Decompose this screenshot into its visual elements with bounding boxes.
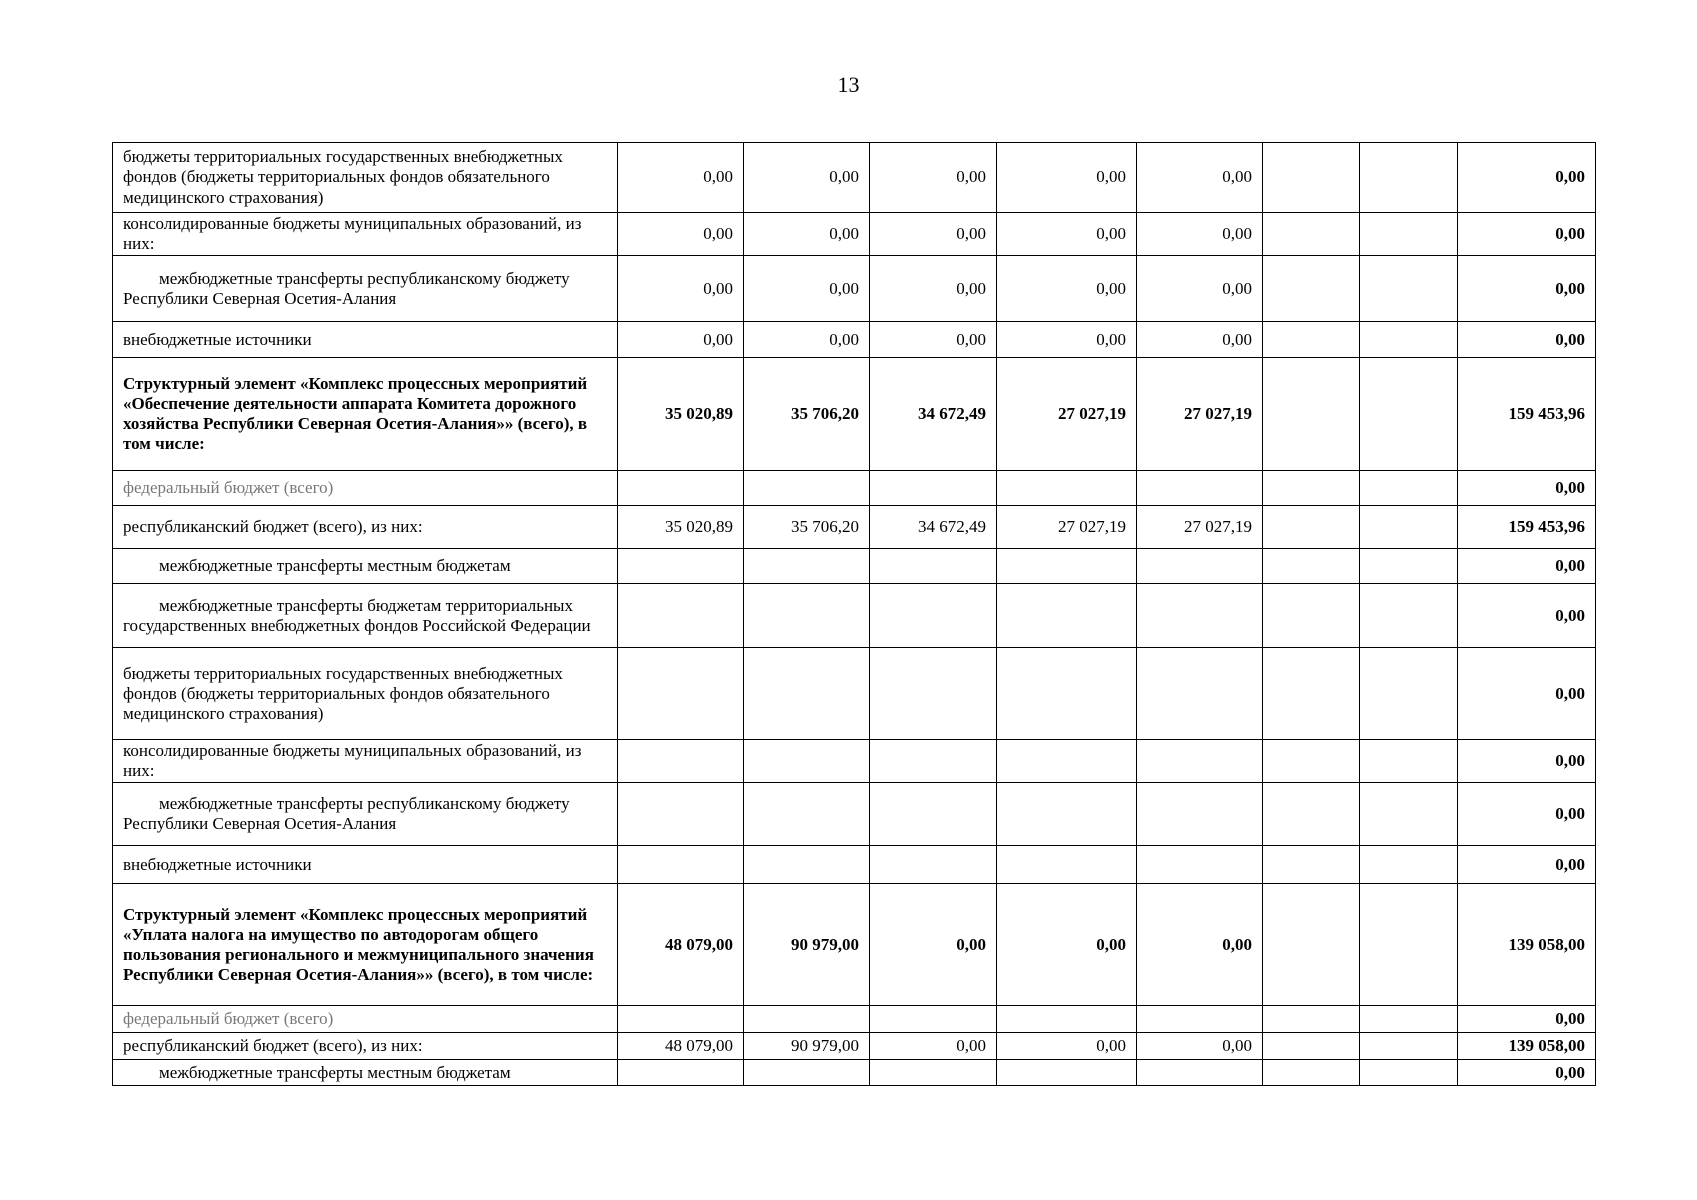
- value-cell-col-4: [997, 584, 1137, 648]
- total-cell: 139 058,00: [1458, 1033, 1596, 1060]
- value-cell-col-2: [744, 740, 870, 783]
- value-cell-col-6: [1263, 740, 1360, 783]
- value-cell-col-4: 0,00: [997, 143, 1137, 213]
- value-cell-col-2: [744, 1060, 870, 1086]
- value-cell-col-3: 0,00: [870, 256, 997, 322]
- value-cell-col-2: 0,00: [744, 213, 870, 256]
- total-cell: 0,00: [1458, 846, 1596, 884]
- value-cell-col-2: [744, 846, 870, 884]
- table-row: [113, 213, 1596, 256]
- value-cell-col-7: [1360, 358, 1458, 471]
- table-row: [113, 846, 1596, 884]
- value-cell-col-2: 90 979,00: [744, 1033, 870, 1060]
- value-cell-col-1: 0,00: [618, 256, 744, 322]
- value-cell-col-1: [618, 1006, 744, 1033]
- value-cell-col-7: [1360, 1006, 1458, 1033]
- value-cell-col-1: 0,00: [618, 143, 744, 213]
- row-label: Структурный элемент «Комплекс процессных мероприятий «Уплата налога на имущество по автодорогам общего пользования регионального и межмуниципального значения Республики Северная Осетия-Алания»» (всего), в том числе:: [113, 884, 618, 1006]
- value-cell-col-1: 48 079,00: [618, 1033, 744, 1060]
- value-cell-col-3: [870, 740, 997, 783]
- value-cell-col-7: [1360, 846, 1458, 884]
- total-cell: 0,00: [1458, 1060, 1596, 1086]
- row-label: внебюджетные источники: [113, 322, 618, 358]
- value-cell-col-7: [1360, 471, 1458, 506]
- value-cell-col-7: [1360, 1033, 1458, 1060]
- table-row: [113, 1006, 1596, 1033]
- value-cell-col-6: [1263, 584, 1360, 648]
- total-cell: 0,00: [1458, 471, 1596, 506]
- row-label: федеральный бюджет (всего): [113, 471, 618, 506]
- value-cell-col-6: [1263, 648, 1360, 740]
- value-cell-col-5: [1137, 783, 1263, 846]
- total-cell: 0,00: [1458, 256, 1596, 322]
- value-cell-col-2: [744, 471, 870, 506]
- total-cell: 0,00: [1458, 143, 1596, 213]
- row-label: межбюджетные трансферты бюджетам территориальных государственных внебюджетных фондов Российской Федерации: [113, 584, 618, 648]
- value-cell-col-7: [1360, 256, 1458, 322]
- total-cell: 0,00: [1458, 584, 1596, 648]
- value-cell-col-6: [1263, 256, 1360, 322]
- row-label: республиканский бюджет (всего), из них:: [113, 506, 618, 549]
- value-cell-col-1: [618, 584, 744, 648]
- value-cell-col-2: 0,00: [744, 256, 870, 322]
- value-cell-col-1: 35 020,89: [618, 358, 744, 471]
- total-cell: 139 058,00: [1458, 884, 1596, 1006]
- row-label: межбюджетные трансферты местным бюджетам: [113, 1060, 618, 1086]
- value-cell-col-3: 0,00: [870, 143, 997, 213]
- value-cell-col-7: [1360, 783, 1458, 846]
- value-cell-col-4: 0,00: [997, 1033, 1137, 1060]
- value-cell-col-5: 0,00: [1137, 213, 1263, 256]
- value-cell-col-6: [1263, 358, 1360, 471]
- value-cell-col-1: [618, 846, 744, 884]
- value-cell-col-6: [1263, 143, 1360, 213]
- value-cell-col-6: [1263, 846, 1360, 884]
- value-cell-col-3: [870, 648, 997, 740]
- value-cell-col-1: [618, 471, 744, 506]
- total-cell: 0,00: [1458, 740, 1596, 783]
- value-cell-col-4: [997, 471, 1137, 506]
- value-cell-col-6: [1263, 1006, 1360, 1033]
- value-cell-col-4: [997, 1060, 1137, 1086]
- table-row: [113, 740, 1596, 783]
- table-row: [113, 1033, 1596, 1060]
- row-label: межбюджетные трансферты республиканскому бюджету Республики Северная Осетия-Алания: [113, 256, 618, 322]
- table-row: [113, 256, 1596, 322]
- row-label: межбюджетные трансферты местным бюджетам: [113, 549, 618, 584]
- value-cell-col-6: [1263, 1033, 1360, 1060]
- value-cell-col-6: [1263, 471, 1360, 506]
- value-cell-col-7: [1360, 506, 1458, 549]
- value-cell-col-3: [870, 1006, 997, 1033]
- value-cell-col-3: [870, 1060, 997, 1086]
- value-cell-col-7: [1360, 549, 1458, 584]
- value-cell-col-7: [1360, 143, 1458, 213]
- value-cell-col-4: [997, 846, 1137, 884]
- value-cell-col-7: [1360, 1060, 1458, 1086]
- row-label: федеральный бюджет (всего): [113, 1006, 618, 1033]
- table-row: [113, 143, 1596, 213]
- total-cell: 0,00: [1458, 213, 1596, 256]
- row-label: республиканский бюджет (всего), из них:: [113, 1033, 618, 1060]
- value-cell-col-2: 35 706,20: [744, 506, 870, 549]
- value-cell-col-5: 0,00: [1137, 884, 1263, 1006]
- value-cell-col-2: [744, 584, 870, 648]
- value-cell-col-1: [618, 783, 744, 846]
- value-cell-col-6: [1263, 884, 1360, 1006]
- value-cell-col-4: [997, 740, 1137, 783]
- value-cell-col-5: [1137, 740, 1263, 783]
- value-cell-col-3: 34 672,49: [870, 358, 997, 471]
- value-cell-col-3: [870, 549, 997, 584]
- total-cell: 0,00: [1458, 783, 1596, 846]
- value-cell-col-5: [1137, 648, 1263, 740]
- value-cell-col-7: [1360, 740, 1458, 783]
- value-cell-col-5: [1137, 549, 1263, 584]
- value-cell-col-5: [1137, 846, 1263, 884]
- value-cell-col-4: 0,00: [997, 322, 1137, 358]
- table-row: [113, 884, 1596, 1006]
- total-cell: 0,00: [1458, 648, 1596, 740]
- total-cell: 0,00: [1458, 1006, 1596, 1033]
- budget-table-body: [113, 143, 1596, 1086]
- value-cell-col-3: [870, 846, 997, 884]
- value-cell-col-1: [618, 648, 744, 740]
- value-cell-col-2: [744, 549, 870, 584]
- value-cell-col-1: [618, 1060, 744, 1086]
- value-cell-col-6: [1263, 549, 1360, 584]
- value-cell-col-2: 35 706,20: [744, 358, 870, 471]
- table-row: [113, 1060, 1596, 1086]
- value-cell-col-5: 0,00: [1137, 322, 1263, 358]
- table-row: [113, 549, 1596, 584]
- value-cell-col-6: [1263, 506, 1360, 549]
- value-cell-col-5: 0,00: [1137, 143, 1263, 213]
- table-row: [113, 471, 1596, 506]
- page-number: 13: [837, 72, 860, 97]
- value-cell-col-1: 48 079,00: [618, 884, 744, 1006]
- table-row: [113, 322, 1596, 358]
- value-cell-col-5: [1137, 1006, 1263, 1033]
- value-cell-col-2: 0,00: [744, 322, 870, 358]
- table-row: [113, 783, 1596, 846]
- value-cell-col-4: [997, 549, 1137, 584]
- value-cell-col-1: [618, 549, 744, 584]
- value-cell-col-7: [1360, 322, 1458, 358]
- value-cell-col-2: 90 979,00: [744, 884, 870, 1006]
- total-cell: 0,00: [1458, 322, 1596, 358]
- value-cell-col-7: [1360, 584, 1458, 648]
- value-cell-col-4: 0,00: [997, 213, 1137, 256]
- value-cell-col-5: 27 027,19: [1137, 358, 1263, 471]
- value-cell-col-1: 0,00: [618, 213, 744, 256]
- value-cell-col-1: 35 020,89: [618, 506, 744, 549]
- value-cell-col-4: 27 027,19: [997, 358, 1137, 471]
- value-cell-col-4: 0,00: [997, 884, 1137, 1006]
- value-cell-col-3: 0,00: [870, 884, 997, 1006]
- value-cell-col-3: [870, 584, 997, 648]
- budget-table: [112, 142, 1596, 1086]
- value-cell-col-2: [744, 648, 870, 740]
- value-cell-col-3: 0,00: [870, 1033, 997, 1060]
- value-cell-col-1: [618, 740, 744, 783]
- value-cell-col-5: [1137, 584, 1263, 648]
- row-label: межбюджетные трансферты республиканскому бюджету Республики Северная Осетия-Алания: [113, 783, 618, 846]
- value-cell-col-3: [870, 471, 997, 506]
- table-row: [113, 648, 1596, 740]
- total-cell: 0,00: [1458, 549, 1596, 584]
- value-cell-col-3: [870, 783, 997, 846]
- value-cell-col-5: 0,00: [1137, 256, 1263, 322]
- row-label: бюджеты территориальных государственных внебюджетных фондов (бюджеты территориальных фондов обязательного медицинского страхования): [113, 143, 618, 213]
- value-cell-col-5: 0,00: [1137, 1033, 1263, 1060]
- row-label: внебюджетные источники: [113, 846, 618, 884]
- value-cell-col-2: 0,00: [744, 143, 870, 213]
- total-cell: 159 453,96: [1458, 506, 1596, 549]
- value-cell-col-5: [1137, 471, 1263, 506]
- value-cell-col-4: [997, 1006, 1137, 1033]
- value-cell-col-7: [1360, 884, 1458, 1006]
- row-label: консолидированные бюджеты муниципальных образований, из них:: [113, 213, 618, 256]
- value-cell-col-5: [1137, 1060, 1263, 1086]
- total-cell: 159 453,96: [1458, 358, 1596, 471]
- value-cell-col-4: 27 027,19: [997, 506, 1137, 549]
- value-cell-col-1: 0,00: [618, 322, 744, 358]
- table-row: [113, 584, 1596, 648]
- row-label: бюджеты территориальных государственных внебюджетных фондов (бюджеты территориальных фондов обязательного медицинского страхования): [113, 648, 618, 740]
- value-cell-col-6: [1263, 322, 1360, 358]
- value-cell-col-6: [1263, 213, 1360, 256]
- value-cell-col-3: 0,00: [870, 322, 997, 358]
- value-cell-col-4: 0,00: [997, 256, 1137, 322]
- row-label: консолидированные бюджеты муниципальных образований, из них:: [113, 740, 618, 783]
- value-cell-col-2: [744, 783, 870, 846]
- value-cell-col-4: [997, 648, 1137, 740]
- value-cell-col-6: [1263, 1060, 1360, 1086]
- table-row: [113, 358, 1596, 471]
- value-cell-col-2: [744, 1006, 870, 1033]
- value-cell-col-6: [1263, 783, 1360, 846]
- row-label: Структурный элемент «Комплекс процессных мероприятий «Обеспечение деятельности аппарата Комитета дорожного хозяйства Республики Северная Осетия-Алания»» (всего), в том числе:: [113, 358, 618, 471]
- value-cell-col-7: [1360, 648, 1458, 740]
- value-cell-col-4: [997, 783, 1137, 846]
- value-cell-col-5: 27 027,19: [1137, 506, 1263, 549]
- value-cell-col-3: 34 672,49: [870, 506, 997, 549]
- table-row: [113, 506, 1596, 549]
- value-cell-col-3: 0,00: [870, 213, 997, 256]
- value-cell-col-7: [1360, 213, 1458, 256]
